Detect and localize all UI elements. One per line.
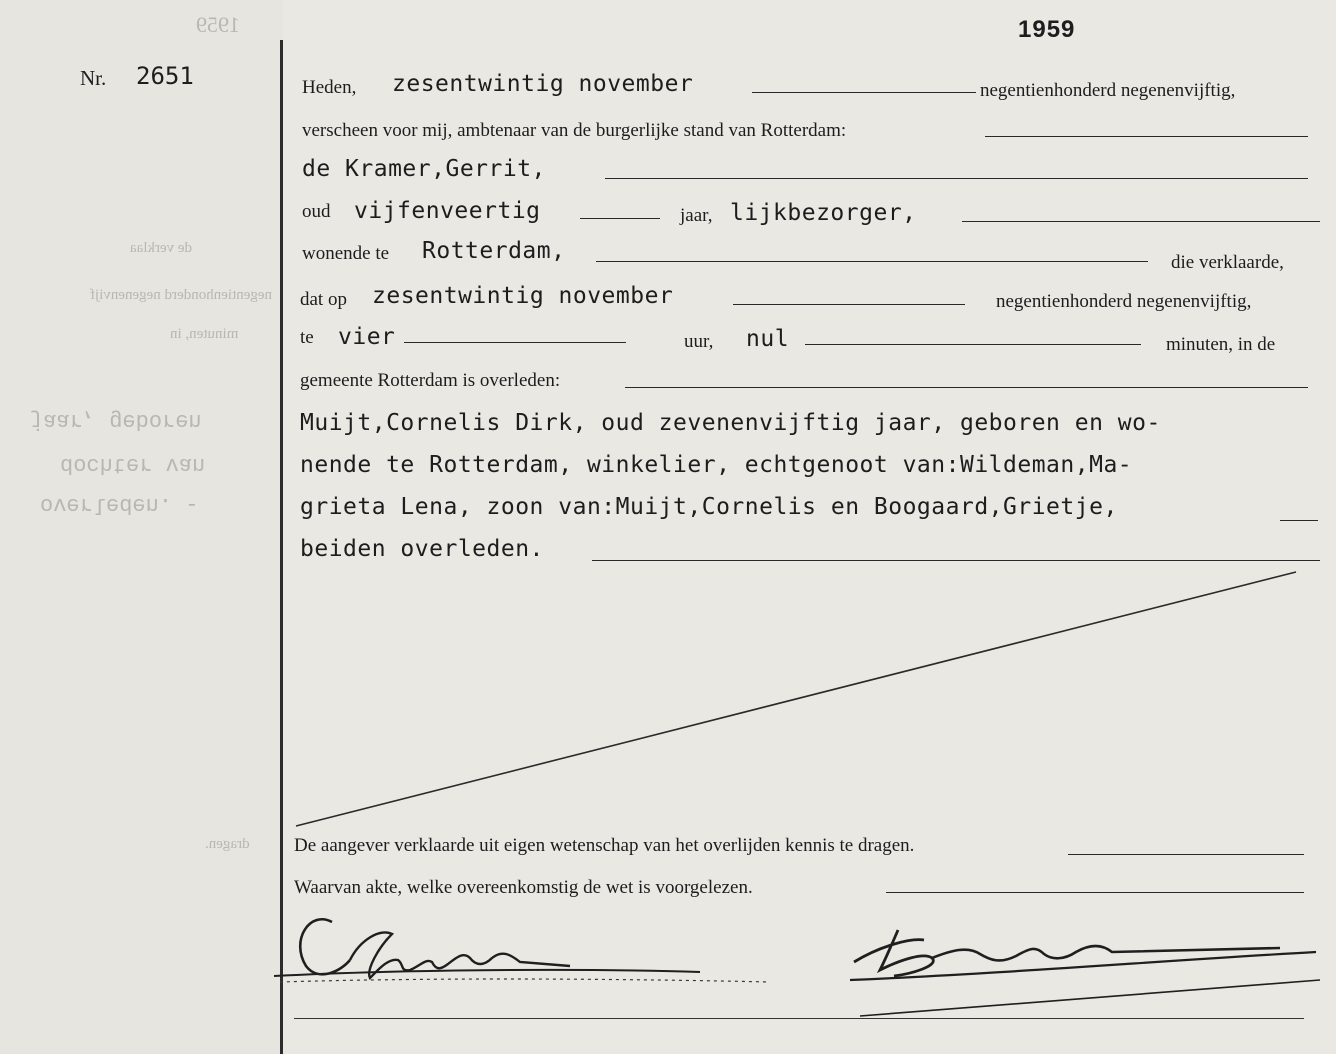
act-year: negentienhonderd negenenvijftig,	[980, 80, 1236, 101]
wonende-label: wonende te	[302, 243, 390, 264]
declarant-signature	[270, 900, 780, 1000]
deceased-line: nende te Rotterdam, winkelier, echtgenoot van:Wildeman,Ma-	[300, 452, 1133, 478]
ghost-margin-2: negentienhonderd negenenvijf	[90, 287, 273, 303]
deceased-line: grieta Lena, zoon van:Muijt,Cornelis en Boogaard,Grietje,	[300, 494, 1118, 520]
gemeente-text: gemeente Rotterdam is overleden:	[300, 370, 561, 391]
ghost-mirror-2: dochter van	[60, 452, 206, 477]
death-hour: vier	[338, 324, 396, 350]
registrar-signature	[840, 920, 1330, 1030]
deceased-line: beiden overleden.	[300, 536, 544, 562]
fill-line	[294, 1018, 1304, 1019]
death-year: negentienhonderd negenenvijftig,	[996, 291, 1252, 312]
te-label: te	[300, 327, 314, 348]
oud-label: oud	[302, 201, 331, 222]
death-date: zesentwintig november	[372, 283, 674, 309]
dat-op-label: dat op	[300, 289, 347, 310]
fill-line	[886, 892, 1304, 893]
minuten-label: minuten, in de	[1166, 334, 1276, 355]
jaar-label: jaar,	[680, 205, 713, 226]
waarvan-text: Waarvan akte, welke overeenkomstig de wet is voorgelezen.	[294, 877, 753, 898]
death-minutes: nul	[746, 326, 790, 352]
die-verklaarde-text: die verklaarde,	[1171, 252, 1284, 273]
record-number: 2651	[136, 62, 194, 90]
heden-label: Heden,	[302, 77, 357, 98]
deceased-line: Muijt,Cornelis Dirk, oud zevenenvijftig jaar, geboren en wo-	[300, 410, 1161, 436]
verscheen-text: verscheen voor mij, ambtenaar van de burgerlijke stand van Rotterdam:	[302, 120, 847, 141]
ghost-mirror-3: overleden. -	[40, 492, 199, 517]
aangever-text: De aangever verklaarde uit eigen wetenschap van het overlijden kennis te dragen.	[294, 835, 915, 856]
record-number-label: Nr.	[80, 66, 107, 90]
uur-label: uur,	[684, 331, 714, 352]
ghost-year: 1959	[196, 12, 240, 37]
ghost-margin-1: de verklaa	[130, 240, 193, 256]
act-date: zesentwintig november	[392, 71, 694, 97]
declarant-name: de Kramer,Gerrit,	[302, 156, 546, 182]
ghost-margin-3: minuten, in	[170, 326, 239, 342]
declarant-residence: Rotterdam,	[422, 238, 566, 264]
declarant-occupation: lijkbezorger,	[730, 200, 917, 226]
fill-line	[1068, 854, 1304, 855]
ghost-margin-4: dragen.	[205, 836, 250, 852]
ghost-mirror-1: jaar, geboren	[30, 408, 202, 433]
register-year: 1959	[1018, 16, 1076, 43]
declarant-age: vijfenveertig	[354, 198, 541, 224]
